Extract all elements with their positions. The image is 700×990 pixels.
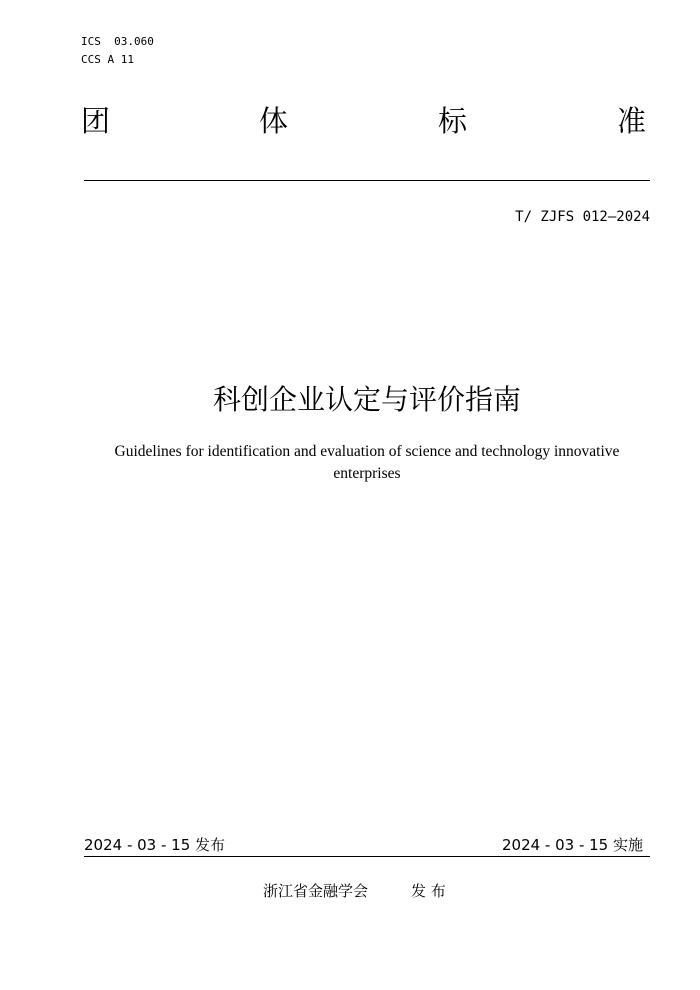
bottom-divider <box>84 856 650 857</box>
standard-type-char-3: 标 <box>438 104 468 138</box>
document-title-english: Guidelines for identification and evaluation of science and technology innovative enterprises <box>114 443 620 482</box>
ccs-code: CCS A 11 <box>81 53 134 66</box>
ics-code: ICS 03.060 <box>81 35 154 48</box>
standard-type-char-1: 团 <box>81 104 111 138</box>
standard-number: T/ ZJFS 012—2024 <box>515 209 650 225</box>
top-divider <box>84 180 650 181</box>
implementation-date: 2024 - 03 - 15 实施 <box>501 836 643 854</box>
standard-type-char-4: 准 <box>617 104 647 138</box>
issuing-organization: 浙江省金融学会 <box>263 882 369 900</box>
document-title-chinese: 科创企业认定与评价指南 <box>212 383 521 416</box>
standard-type-char-2: 体 <box>259 104 289 138</box>
publish-date: 2024 - 03 - 15 发布 <box>84 836 226 854</box>
issue-label: 发 布 <box>411 882 446 900</box>
